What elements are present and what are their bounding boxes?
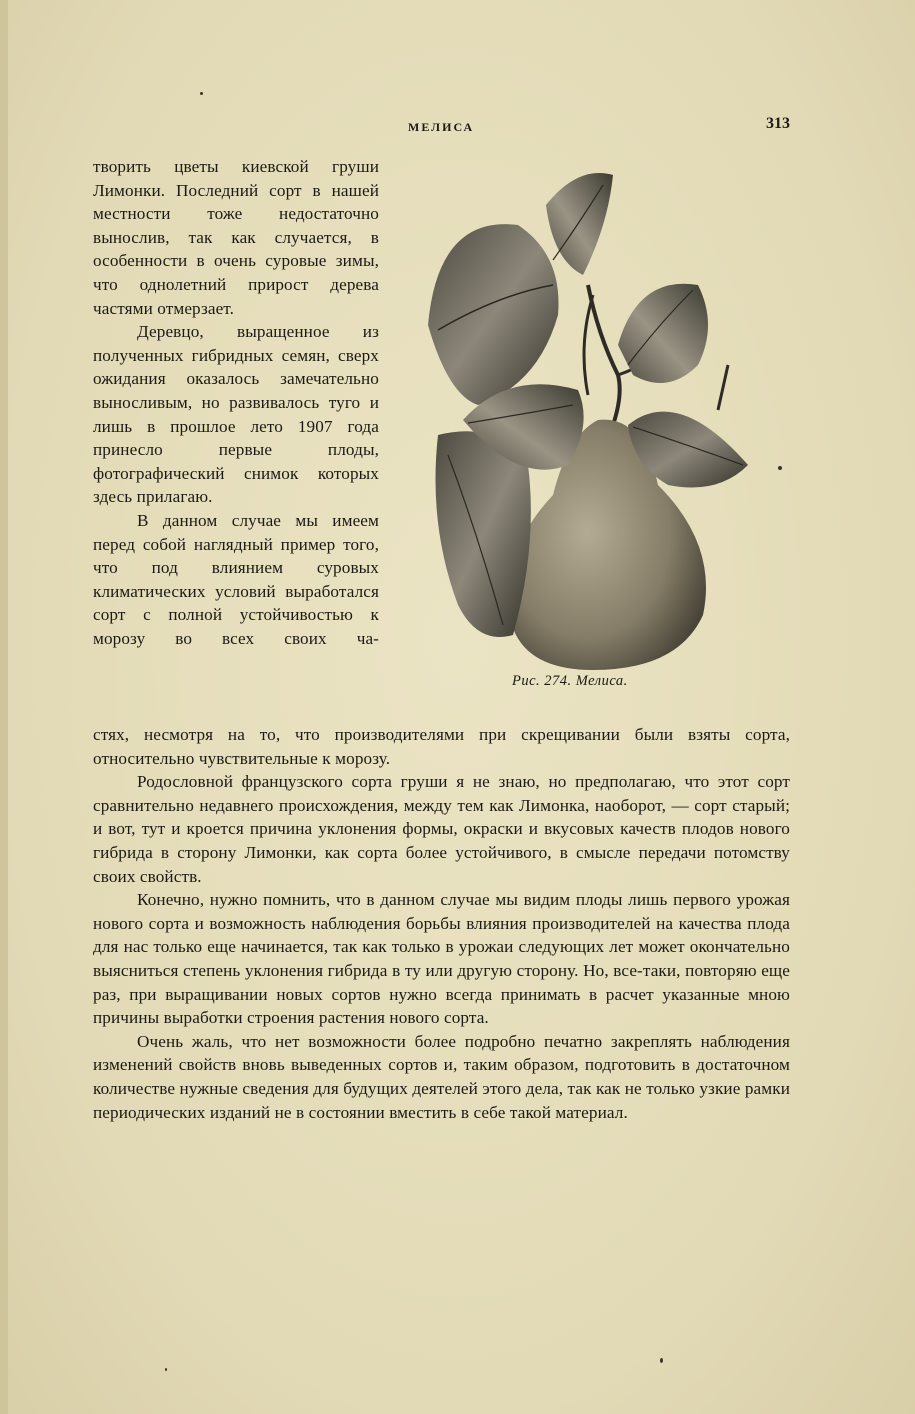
paragraph-5: Родословной французского сорта груши я не знаю, но предполагаю, что этот сорт сравнительно недавнего происхождения, между тем как Лимонка, наоборот, — сорт старый; и вот, тут и кроется причина уклонения формы, окраски и вкусовых качеств плодов нового гибрида в сторону Лимонки, как сорта более устойчивого, в смысле передачи потомству своих свойств. (93, 772, 790, 886)
page-edge (0, 0, 8, 1414)
paper-speck (165, 1368, 167, 1371)
paper-speck (200, 92, 203, 95)
wide-column-text (93, 723, 790, 1124)
narrow-column-text (93, 155, 379, 650)
paragraph-3: В данном случае мы имеем перед собой наглядный пример того, что под влиянием суровых климатических условий выработался сорт с полной устойчивостью к морозу во всех своих ча- (93, 510, 379, 648)
pear-illustration (418, 165, 763, 673)
paragraph-2: Деревцо, выращенное из полученных гибридных семян, сверх ожидания оказалось замечательно выносливым, но развивалось туго и лишь в прошлое лето 1907 года принесло первые плоды, фотографический снимок которых здесь прилагаю. (93, 322, 379, 507)
page-number: 313 (766, 115, 790, 132)
paragraph-6: Конечно, нужно помнить, что в данном случае мы видим плоды лишь первого урожая нового сорта и возможность наблюдения борьбы влияния производителей на качества плода для нас только еще начинается, так как только в урожаи следующих лет может окончательно выясниться степень уклонения гибрида в ту или другую сторону. Но, все-таки, повторяю еще раз, при выращивании новых сортов нужно всегда принимать в расчет указанные мною причины выработки строения растения нового сорта. (93, 890, 790, 1028)
leaf-left (428, 224, 559, 405)
paper-speck (778, 466, 782, 470)
paragraph-7: Очень жаль, что нет возможности более подробно печатно закреплять наблюдения изменений свойств вновь выведенных сортов и, таким образом, подготовить в достаточном количестве нужные сведения для будущих деятелей этого дела, так как не только узкие рамки периодических изданий не в состоянии вместить в себе такой материал. (93, 1031, 790, 1122)
paragraph-1: творить цветы киевской груши Лимонки. Последний сорт в нашей местности тоже недостаточно вынослив, так как случается, в особенности в очень суровые зимы, что однолетний прирост дерева частями отмерзает. (93, 157, 379, 318)
leaf-right (618, 284, 708, 383)
paper-speck (660, 1358, 663, 1363)
leaf-top (546, 173, 613, 275)
paragraph-4: стях, несмотря на то, что производителями при скрещивании были взяты сорта, относительно чувствительные к морозу. (93, 725, 790, 768)
running-title: МЕЛИСА (408, 120, 475, 134)
figure-caption: Рис. 274. Мелиса. (512, 673, 628, 689)
